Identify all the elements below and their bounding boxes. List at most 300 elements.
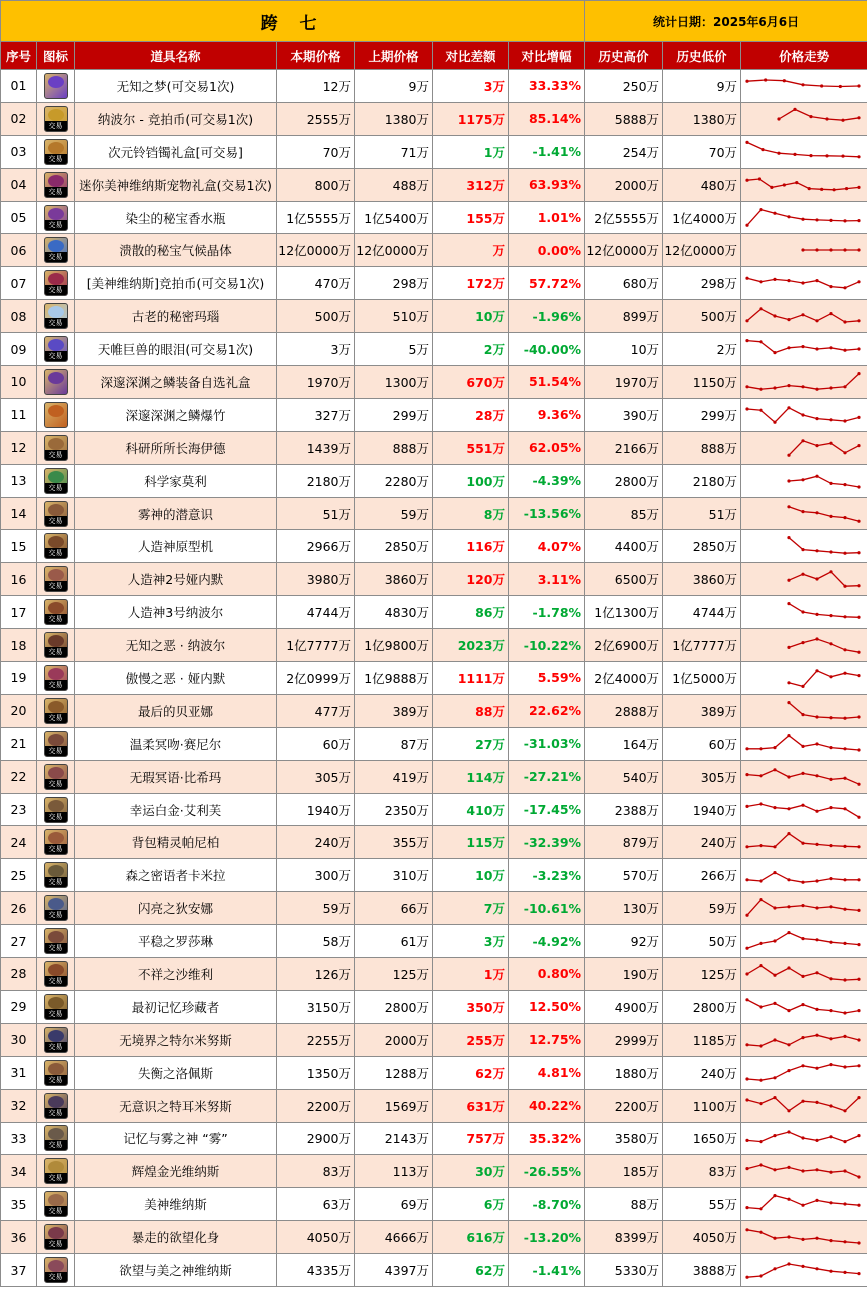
current-price: 300万 [277, 859, 355, 892]
trend-point [808, 187, 811, 190]
previous-price: 4830万 [355, 596, 433, 629]
price-trend-cell [741, 234, 867, 267]
historical-high: 2200万 [585, 1089, 663, 1122]
price-diff: 312万 [433, 168, 509, 201]
price-change-pct: 4.07% [509, 530, 585, 563]
trend-point [843, 585, 846, 588]
header-high: 历史高价 [585, 42, 663, 70]
price-trend-cell [741, 366, 867, 399]
current-price: 4335万 [277, 1254, 355, 1287]
price-trend-cell [741, 1188, 867, 1221]
current-price: 2255万 [277, 1023, 355, 1056]
trend-point [843, 615, 846, 618]
historical-low: 1380万 [663, 102, 741, 135]
trend-point [815, 613, 818, 616]
price-trend-cell [741, 464, 867, 497]
trend-point [773, 806, 776, 809]
item-glyph-icon [48, 438, 64, 450]
trend-point [787, 1043, 790, 1046]
trend-point [773, 768, 776, 771]
row-index: 32 [1, 1089, 37, 1122]
trend-point [857, 185, 860, 188]
trend-point [841, 118, 844, 121]
price-trend-cell [741, 300, 867, 333]
trend-line [747, 1097, 859, 1110]
trend-point [829, 312, 832, 315]
item-name: 人造神2号娅内默 [75, 563, 277, 596]
historical-low: 1185万 [663, 1023, 741, 1056]
previous-price: 1亿5400万 [355, 201, 433, 234]
item-glyph-icon [48, 1030, 64, 1042]
price-change-pct: 22.62% [509, 694, 585, 727]
historical-high: 1亿1300万 [585, 596, 663, 629]
trend-point [787, 1109, 790, 1112]
trend-point [839, 85, 842, 88]
trend-point [829, 481, 832, 484]
price-trend-cell [741, 398, 867, 431]
price-trend-sparkline [741, 334, 865, 364]
item-glyph-icon [48, 306, 64, 318]
trend-line [789, 476, 859, 487]
trend-line [789, 506, 859, 520]
trend-point [829, 806, 832, 809]
historical-high: 3580万 [585, 1122, 663, 1155]
trend-point [801, 83, 804, 86]
item-icon-cell [37, 168, 75, 201]
trend-point [801, 1003, 804, 1006]
historical-low: 2800万 [663, 990, 741, 1023]
item-name: 人造神3号纳波尔 [75, 596, 277, 629]
item-name: 溃散的秘宝气候晶体 [75, 234, 277, 267]
item-glyph-icon [48, 898, 64, 910]
row-index: 11 [1, 398, 37, 431]
trend-point [801, 548, 804, 551]
trend-point [745, 879, 748, 882]
current-price: 1970万 [277, 366, 355, 399]
item-icon [44, 139, 68, 165]
trend-line [779, 109, 859, 120]
current-price: 1439万 [277, 431, 355, 464]
price-change-pct: -1.41% [509, 135, 585, 168]
item-icon-cell [37, 826, 75, 859]
previous-price: 310万 [355, 859, 433, 892]
table-row [1, 497, 867, 530]
trend-point [829, 777, 832, 780]
price-trend-cell [741, 1155, 867, 1188]
price-diff: 631万 [433, 1089, 509, 1122]
trend-point [829, 1201, 832, 1204]
trend-point [857, 519, 860, 522]
item-name: 迷你美神维纳斯宠物礼盒(交易1次) [75, 168, 277, 201]
trend-point [857, 715, 860, 718]
trend-point [777, 151, 780, 154]
historical-high: 2亿4000万 [585, 662, 663, 695]
trend-point [843, 1170, 846, 1173]
row-index: 24 [1, 826, 37, 859]
price-trend-cell [741, 990, 867, 1023]
previous-price: 4397万 [355, 1254, 433, 1287]
trend-point [745, 178, 748, 181]
trend-point [759, 942, 762, 945]
trend-point [815, 809, 818, 812]
historical-high: 164万 [585, 727, 663, 760]
trend-point [857, 1242, 860, 1245]
previous-price: 1380万 [355, 102, 433, 135]
row-index: 18 [1, 629, 37, 662]
trend-point [759, 307, 762, 310]
price-trend-cell [741, 1056, 867, 1089]
trend-point [773, 907, 776, 910]
table-row [1, 201, 867, 234]
trend-point [815, 637, 818, 640]
item-glyph-icon [48, 405, 64, 417]
table-row [1, 70, 867, 103]
trend-point [829, 1063, 832, 1066]
item-name: 辉煌金光维纳斯 [75, 1155, 277, 1188]
trend-point [764, 78, 767, 81]
item-icon [44, 1093, 68, 1119]
row-index: 21 [1, 727, 37, 760]
item-icon [44, 501, 68, 527]
item-glyph-icon [48, 865, 64, 877]
item-icon [44, 205, 68, 231]
trade-tag: 交易 [45, 1140, 67, 1150]
item-icon-cell [37, 1254, 75, 1287]
current-price: 58万 [277, 925, 355, 958]
trend-point [815, 669, 818, 672]
historical-high: 185万 [585, 1155, 663, 1188]
trend-point [759, 208, 762, 211]
price-diff: 172万 [433, 267, 509, 300]
item-glyph-icon [48, 734, 64, 746]
trend-point [801, 1204, 804, 1207]
item-glyph-icon [48, 208, 64, 220]
item-name: 人造神原型机 [75, 530, 277, 563]
trend-point [759, 802, 762, 805]
trend-point [787, 931, 790, 934]
item-name: 天帷巨兽的眼泪(可交易1次) [75, 333, 277, 366]
price-diff: 7万 [433, 892, 509, 925]
row-index: 14 [1, 497, 37, 530]
trend-point [843, 776, 846, 779]
price-trend-sparkline [741, 1255, 865, 1285]
trend-point [815, 742, 818, 745]
price-trend-cell [741, 333, 867, 366]
row-index: 26 [1, 892, 37, 925]
price-diff: 1万 [433, 135, 509, 168]
item-name: 深邃深渊之鳞爆竹 [75, 398, 277, 431]
historical-low: 389万 [663, 694, 741, 727]
current-price: 305万 [277, 760, 355, 793]
trend-point [787, 1131, 790, 1134]
row-index: 16 [1, 563, 37, 596]
table-row [1, 102, 867, 135]
trend-point [793, 108, 796, 111]
previous-price: 1288万 [355, 1056, 433, 1089]
price-change-pct: -27.21% [509, 760, 585, 793]
trend-point [825, 117, 828, 120]
item-icon [44, 237, 68, 263]
trend-point [857, 815, 860, 818]
trend-point [773, 1169, 776, 1172]
trend-point [759, 408, 762, 411]
current-price: 1940万 [277, 793, 355, 826]
table-row [1, 958, 867, 991]
price-trend-sparkline [741, 268, 865, 298]
current-price: 126万 [277, 958, 355, 991]
trend-point [857, 1272, 860, 1275]
current-price: 1350万 [277, 1056, 355, 1089]
item-glyph-icon [48, 1260, 64, 1272]
trend-point [843, 1011, 846, 1014]
previous-price: 299万 [355, 398, 433, 431]
price-trend-cell [741, 1254, 867, 1287]
trend-point [857, 116, 860, 119]
trend-point [773, 1002, 776, 1005]
trend-point [843, 1065, 846, 1068]
item-name: 无瑕冥语·比希玛 [75, 760, 277, 793]
previous-price: 3860万 [355, 563, 433, 596]
price-trend-sparkline [741, 762, 865, 792]
item-name: 科研所所长海伊德 [75, 431, 277, 464]
trend-point [745, 223, 748, 226]
price-trend-sparkline [741, 170, 865, 200]
item-icon-cell [37, 727, 75, 760]
price-change-pct: -13.20% [509, 1221, 585, 1254]
price-diff: 616万 [433, 1221, 509, 1254]
trend-point [759, 1005, 762, 1008]
trend-point [843, 1240, 846, 1243]
trend-point [829, 418, 832, 421]
historical-low: 1亿4000万 [663, 201, 741, 234]
trend-point [843, 516, 846, 519]
trend-point [787, 966, 790, 969]
trend-point [843, 1140, 846, 1143]
trend-point [857, 651, 860, 654]
trend-point [843, 716, 846, 719]
price-diff: 10万 [433, 300, 509, 333]
trend-point [745, 998, 748, 1001]
table-row [1, 135, 867, 168]
trend-point [843, 385, 846, 388]
price-trend-cell [741, 530, 867, 563]
trend-point [843, 978, 846, 981]
trend-point [745, 385, 748, 388]
trade-tag: 交易 [45, 844, 67, 854]
current-price: 3150万 [277, 990, 355, 1023]
item-name: 欲望与美之神维纳斯 [75, 1254, 277, 1287]
historical-high: 6500万 [585, 563, 663, 596]
previous-price: 113万 [355, 1155, 433, 1188]
trend-point [857, 1096, 860, 1099]
trend-point [787, 384, 790, 387]
trade-tag: 交易 [45, 516, 67, 526]
row-index: 13 [1, 464, 37, 497]
price-diff: 3万 [433, 70, 509, 103]
trade-tag: 交易 [45, 318, 67, 328]
current-price: 2900万 [277, 1122, 355, 1155]
item-glyph-icon [48, 1194, 64, 1206]
previous-price: 389万 [355, 694, 433, 727]
price-trend-cell [741, 1122, 867, 1155]
trend-point [843, 672, 846, 675]
price-diff: 155万 [433, 201, 509, 234]
item-name: 古老的秘密玛瑙 [75, 300, 277, 333]
price-trend-cell [741, 70, 867, 103]
table-row [1, 760, 867, 793]
table-row [1, 629, 867, 662]
item-icon-cell [37, 530, 75, 563]
trend-point [801, 313, 804, 316]
price-diff: 万 [433, 234, 509, 267]
current-price: 51万 [277, 497, 355, 530]
historical-low: 888万 [663, 431, 741, 464]
price-trend-sparkline [741, 663, 865, 693]
trend-point [745, 1098, 748, 1101]
trend-point [773, 974, 776, 977]
table-row [1, 694, 867, 727]
trend-point [773, 1237, 776, 1240]
trade-tag: 交易 [45, 877, 67, 887]
trend-point [843, 845, 846, 848]
trend-point [829, 551, 832, 554]
trend-point [829, 346, 832, 349]
trend-point [759, 774, 762, 777]
trend-point [773, 386, 776, 389]
trend-point [857, 846, 860, 849]
table-row [1, 168, 867, 201]
historical-high: 92万 [585, 925, 663, 958]
trend-point [761, 148, 764, 151]
trend-point [857, 444, 860, 447]
header-idx: 序号 [1, 42, 37, 70]
historical-low: 50万 [663, 925, 741, 958]
historical-low: 4744万 [663, 596, 741, 629]
previous-price: 888万 [355, 431, 433, 464]
price-diff: 30万 [433, 1155, 509, 1188]
trend-point [773, 315, 776, 318]
trend-point [787, 1166, 790, 1169]
row-index: 05 [1, 201, 37, 234]
item-glyph-icon [48, 536, 64, 548]
previous-price: 125万 [355, 958, 433, 991]
trade-tag: 交易 [45, 1108, 67, 1118]
current-price: 63万 [277, 1188, 355, 1221]
trend-point [745, 1228, 748, 1231]
current-price: 2200万 [277, 1089, 355, 1122]
item-glyph-icon [48, 602, 64, 614]
trend-point [815, 1033, 818, 1036]
previous-price: 59万 [355, 497, 433, 530]
item-glyph-icon [48, 964, 64, 976]
trend-point [857, 1176, 860, 1179]
trend-point [745, 972, 748, 975]
row-index: 27 [1, 925, 37, 958]
trend-point [787, 1236, 790, 1239]
historical-high: 5330万 [585, 1254, 663, 1287]
historical-high: 2388万 [585, 793, 663, 826]
trend-point [829, 1104, 832, 1107]
price-trend-sparkline [741, 1222, 865, 1252]
trend-point [801, 1036, 804, 1039]
table-row [1, 859, 867, 892]
table-row [1, 596, 867, 629]
price-trend-sparkline [741, 696, 865, 726]
current-price: 1亿7777万 [277, 629, 355, 662]
trend-point [745, 141, 748, 144]
table-row [1, 1188, 867, 1221]
trend-point [745, 773, 748, 776]
trend-point [787, 775, 790, 778]
trend-point [843, 648, 846, 651]
row-index: 36 [1, 1221, 37, 1254]
table-row [1, 1023, 867, 1056]
historical-high: 2000万 [585, 168, 663, 201]
trade-tag: 交易 [45, 812, 67, 822]
trade-tag: 交易 [45, 976, 67, 986]
historical-high: 8399万 [585, 1221, 663, 1254]
price-trend-sparkline [741, 499, 865, 529]
trend-point [857, 782, 860, 785]
historical-high: 85万 [585, 497, 663, 530]
historical-low: 305万 [663, 760, 741, 793]
table-row [1, 431, 867, 464]
item-glyph-icon [48, 273, 64, 285]
item-name: 闪亮之狄安娜 [75, 892, 277, 925]
table-row [1, 333, 867, 366]
price-trend-sparkline [741, 630, 865, 660]
trade-tag: 交易 [45, 1173, 67, 1183]
item-name: 无知之恶 · 纳波尔 [75, 629, 277, 662]
previous-price: 298万 [355, 267, 433, 300]
price-change-pct: -26.55% [509, 1155, 585, 1188]
previous-price: 2000万 [355, 1023, 433, 1056]
trend-point [773, 846, 776, 849]
current-price: 2亿0999万 [277, 662, 355, 695]
row-index: 15 [1, 530, 37, 563]
trend-point [801, 510, 804, 513]
price-diff: 1175万 [433, 102, 509, 135]
trend-point [829, 642, 832, 645]
trend-point [815, 417, 818, 420]
item-name: 染尘的秘宝香水瓶 [75, 201, 277, 234]
trend-point [787, 1069, 790, 1072]
trend-point [745, 1276, 748, 1279]
trend-point [815, 1267, 818, 1270]
trend-point [815, 1066, 818, 1069]
trend-point [801, 573, 804, 576]
trend-point [843, 1035, 846, 1038]
trend-point [843, 249, 846, 252]
item-icon [44, 533, 68, 559]
historical-low: 480万 [663, 168, 741, 201]
row-index: 07 [1, 267, 37, 300]
price-diff: 10万 [433, 859, 509, 892]
table-row [1, 1254, 867, 1287]
row-index: 22 [1, 760, 37, 793]
trend-point [773, 1038, 776, 1041]
previous-price: 2280万 [355, 464, 433, 497]
trend-point [857, 249, 860, 252]
item-icon-cell [37, 990, 75, 1023]
price-trend-sparkline [741, 795, 865, 825]
price-trend-sparkline [741, 893, 865, 923]
previous-price: 510万 [355, 300, 433, 333]
row-index: 12 [1, 431, 37, 464]
item-icon-cell [37, 333, 75, 366]
row-index: 37 [1, 1254, 37, 1287]
trend-point [759, 1140, 762, 1143]
